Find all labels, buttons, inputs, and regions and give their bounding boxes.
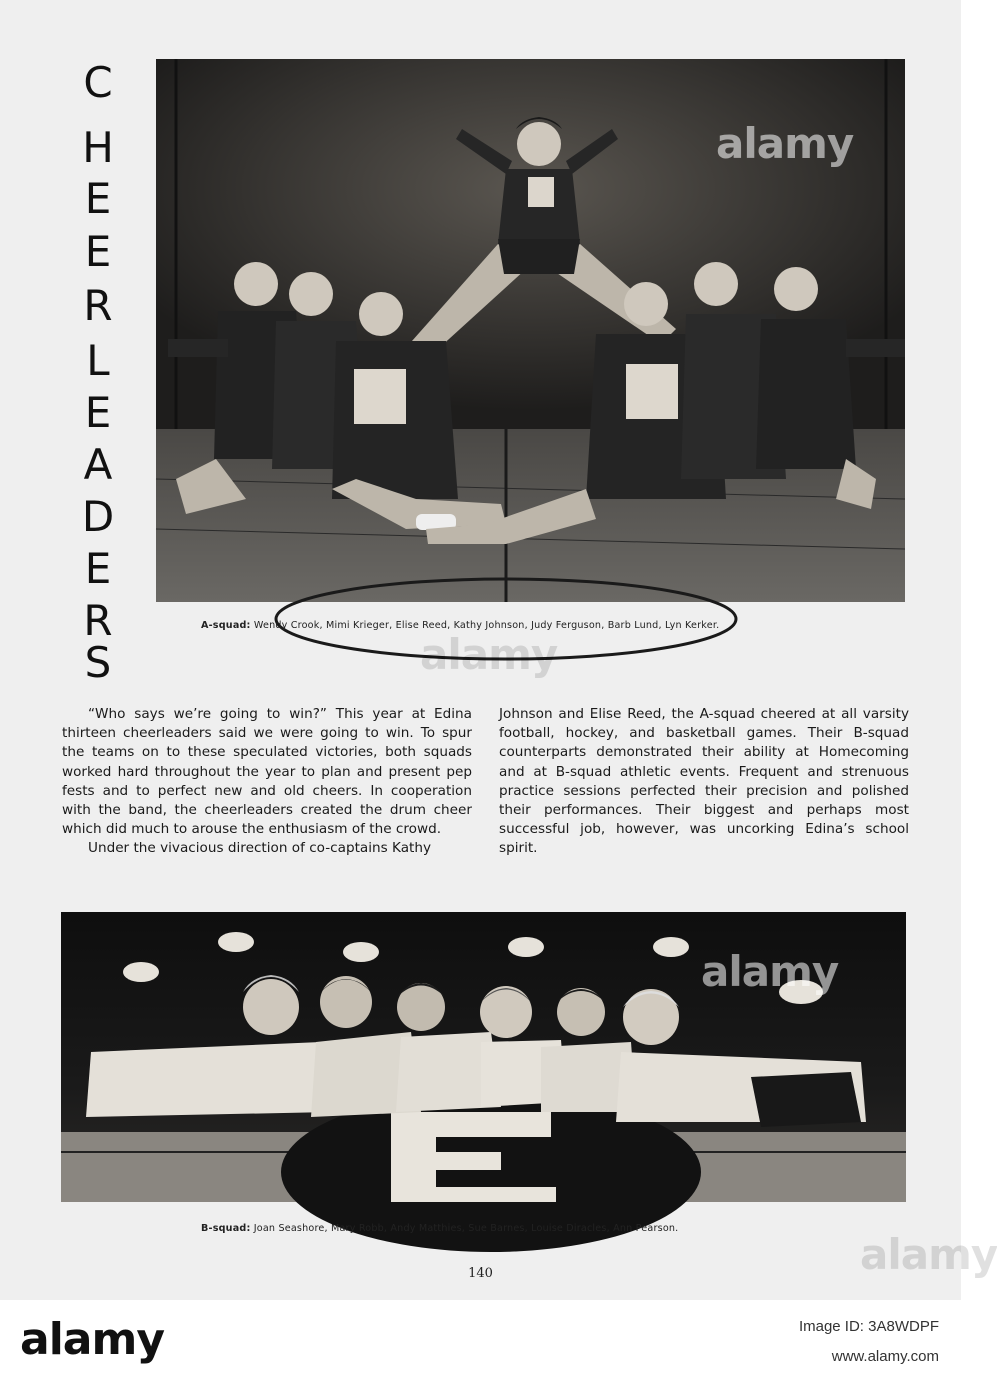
body-paragraph: Johnson and Elise Reed, the A-squad cheered at all varsity football, hockey, and basketball games. Their B-squad counterparts demonstrated their ability at Homecoming and at B-squad athletic events. Frequent and strenuous practice sessions perfected their precision and polished their performances. Their biggest and perhaps most successful job, however, was uncorking Edina’s school spirit. (499, 706, 909, 857)
title-letter: E (84, 227, 112, 276)
title-letter: D (81, 492, 115, 541)
b-squad-names: Joan Seashore, Mary Robb, Andy Matthies, Sue Barnes, Louise Diracles, Ann Pearson. (253, 1223, 679, 1234)
b-squad-photo (61, 912, 906, 1202)
a-squad-names: Wendy Crook, Mimi Krieger, Elise Reed, Kathy Johnson, Judy Ferguson, Barb Lund, Lyn Kerker. (253, 620, 720, 631)
watermark-a: alamy (716, 119, 854, 168)
title-letter: E (84, 388, 112, 437)
alamy-logo[interactable]: alamy (20, 1314, 164, 1365)
site-url[interactable]: www.alamy.com (831, 1348, 939, 1365)
image-id: Image ID: 3A8WDPF (798, 1318, 939, 1335)
body-column-right (499, 705, 909, 859)
watermark-mid: alamy (420, 630, 558, 679)
title-letter: E (84, 174, 112, 223)
a-squad-label: A-squad: (201, 620, 251, 631)
b-squad-label: B-squad: (201, 1223, 251, 1234)
watermark-right: alamy (860, 1230, 997, 1279)
a-squad-photo (156, 59, 905, 602)
title-letter: E (84, 544, 112, 593)
title-letter: S (84, 638, 112, 687)
title-letter: H (82, 123, 114, 172)
title-letter: C (83, 58, 113, 107)
body-column-left (62, 705, 472, 859)
watermark-b: alamy (701, 947, 839, 996)
title-letter: L (86, 336, 110, 385)
body-paragraph: “Who says we’re going to win?” This year at Edina thirteen cheerleaders said we were going to win. To spur the teams on to these speculated victories, both squads worked hard throughout the year to plan and present pep fests and to perfect new and old cheers. In cooperation with the band, the cheerleaders created the drum cheer which did much to arouse the enthusiasm of the crowd. (62, 706, 472, 838)
title-letter: R (83, 596, 113, 645)
title-letter: R (83, 281, 113, 330)
body-paragraph: Under the vivacious direction of co-captains Kathy (88, 840, 432, 857)
b-squad-caption (201, 1223, 678, 1234)
page-number: 140 (468, 1266, 493, 1281)
title-letter: A (83, 440, 113, 489)
